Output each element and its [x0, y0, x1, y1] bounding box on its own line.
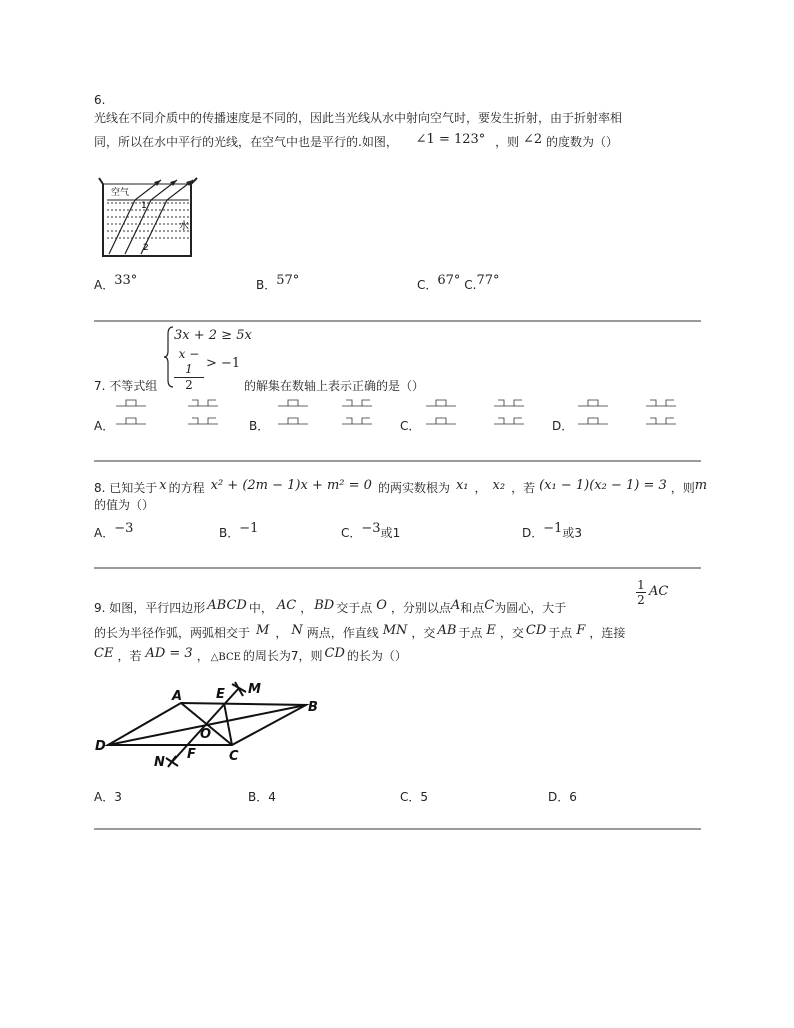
- q8-option-b[interactable]: B．−1: [219, 521, 259, 540]
- q6-angle-ask: ∠2: [522, 132, 543, 147]
- q6-label-water: 水: [179, 221, 189, 232]
- q7-option-c[interactable]: C．: [400, 419, 421, 433]
- q6-text-line2: 同，所以在水中平行的光线，在空气中也是平行的.如图， ∠1 = 123° ，则 ∠2 的度数为（）: [94, 132, 618, 149]
- q7-option-d[interactable]: D．: [552, 419, 574, 433]
- q7-option-a[interactable]: A．: [94, 419, 115, 433]
- q6-option-a[interactable]: A．33°: [94, 273, 138, 292]
- q9-text-line2: 的长为半径作弧，两弧相交于 M ， N 两点，作直线 MN ，交 AB 于点 E ，交 CD 于点 F ，连接: [94, 623, 626, 640]
- q7-inequality-system: 3x + 2 ≥ 5x x − 1 2 > −1: [164, 326, 244, 388]
- divider-3: [94, 567, 701, 569]
- q6-label-angle1: 1: [141, 201, 147, 211]
- q9-parallelogram-figure: [92, 676, 332, 772]
- svg-text:B: B: [308, 700, 318, 715]
- q6-label-air: 空气: [111, 188, 130, 198]
- q7-number-line-thumbnails: [112, 396, 692, 430]
- svg-text:F: F: [187, 747, 196, 762]
- q9-option-c[interactable]: C．5: [400, 790, 429, 804]
- q7-suffix: 的解集在数轴上表示正确的是（）: [244, 379, 425, 393]
- q8-option-a[interactable]: A．−3: [94, 521, 134, 540]
- q6-text-line1: 光线在不同介质中的传播速度是不同的，因此当光线从水中射向空气时，要发生折射，由于折射率相: [94, 111, 623, 125]
- svg-text:N: N: [154, 755, 165, 770]
- svg-text:C: C: [229, 749, 239, 764]
- q9-option-d[interactable]: D．6: [548, 790, 577, 804]
- q7-option-b[interactable]: B．: [249, 419, 270, 433]
- q6-option-c[interactable]: C．67° C.77°: [417, 273, 500, 292]
- q9-half-fraction: 1 2: [637, 578, 645, 607]
- q8-condition: (x₁ − 1)(x₂ − 1) = 3: [539, 478, 667, 493]
- q6-option-b[interactable]: B．57°: [256, 273, 300, 292]
- svg-text:E: E: [216, 687, 225, 702]
- q6-angle-given: ∠1 = 123°: [415, 132, 486, 147]
- q8-text-line1: 8. 已知关于 x 的方程 x² + (2m − 1)x + m² = 0 的两实数根为 x₁ ， x₂ ，若 (x₁ − 1)(x₂ − 1) = 3 ，则m: [94, 478, 708, 495]
- q9-option-a[interactable]: A．3: [94, 790, 122, 804]
- q9-option-b[interactable]: B．4: [248, 790, 276, 804]
- q6-label-angle2: 2: [143, 243, 149, 253]
- divider-1: [94, 320, 701, 322]
- q6-number: 6.: [94, 93, 106, 107]
- svg-text:M: M: [248, 682, 261, 697]
- q8-equation: x² + (2m − 1)x + m² = 0: [210, 478, 372, 493]
- q9-text-line1: 9. 如图，平行四边形 ABCD 中， AC ， BD 交于点 O ，分别以点A和点C为圆心，大于: [94, 598, 567, 615]
- q8-text-line2: 的值为（）: [94, 498, 155, 512]
- q9-text-line3: CE ，若 AD = 3 ， △BCE 的周长为7，则 CD 的长为（）: [94, 646, 407, 663]
- svg-text:A: A: [172, 689, 183, 704]
- svg-text:O: O: [200, 727, 212, 742]
- divider-4: [94, 828, 701, 830]
- q6-refraction-figure: [95, 172, 201, 264]
- divider-2: [94, 460, 701, 462]
- svg-text:D: D: [95, 739, 106, 754]
- q7-prefix: 7. 不等式组: [94, 379, 158, 393]
- q8-option-c[interactable]: C．−3或1: [341, 521, 401, 540]
- q8-option-d[interactable]: D．−1或3: [522, 521, 583, 540]
